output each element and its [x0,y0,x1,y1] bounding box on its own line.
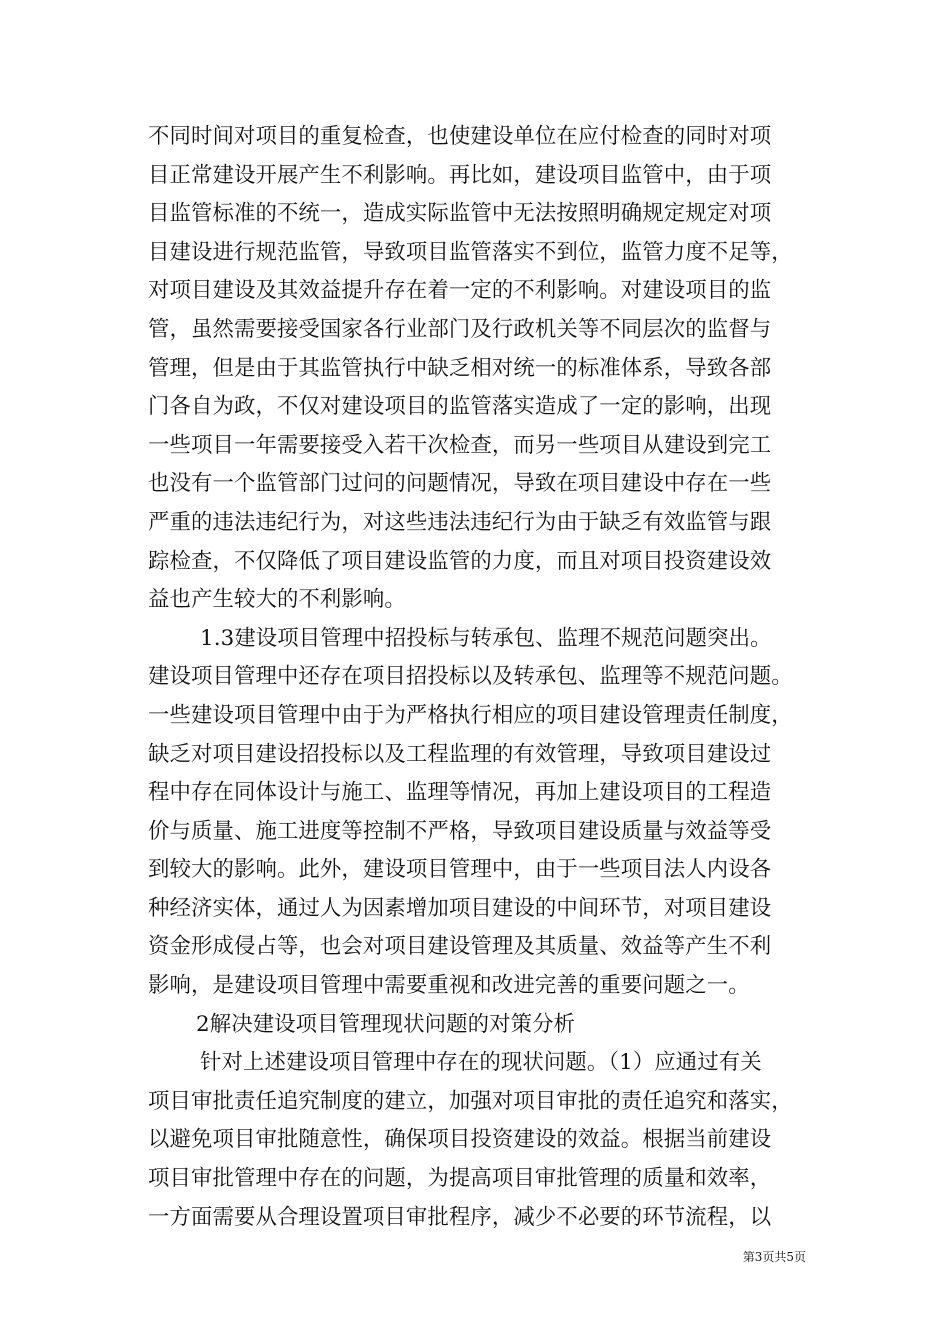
text-line: 门各自为政，不仅对建设项目的监管落实造成了一定的影响，出现 [148,394,772,420]
section-heading-2: 2解决建设项目管理现状问题的对策分析 [196,1011,576,1037]
text-line: 管，虽然需要接受国家各行业部门及行政机关等不同层次的监督与 [148,316,772,342]
text-line: 程中存在同体设计与施工、监理等情况，再加上建设项目的工程造 [148,780,772,806]
text-line: 种经济实体，通过人为因素增加项目建设的中间环节，对项目建设 [148,895,772,921]
text-line: 以避免项目审批随意性，确保项目投资建设的效益。根据当前建设 [148,1127,772,1153]
text-line: 一些项目一年需要接受入若干次检查，而另一些项目从建设到完工 [148,432,772,458]
text-line: 资金形成侵占等，也会对项目建设管理及其质量、效益等产生不利 [148,934,772,960]
text-line: 踪检查，不仅降低了项目建设监管的力度，而且对项目投资建设效 [148,548,772,574]
text-line: 缺乏对项目建设招投标以及工程监理的有效管理，导致项目建设过 [148,741,772,767]
text-line: 目正常建设开展产生不利影响。再比如，建设项目监管中，由于项 [148,162,772,188]
text-line: 对项目建设及其效益提升存在着一定的不利影响。对建设项目的监 [148,278,772,304]
text-line: 到较大的影响。此外，建设项目管理中，由于一些项目法人内设各 [148,857,772,883]
text-line: 建设项目管理中还存在项目招投标以及转承包、监理等不规范问题。 [148,664,793,690]
text-line: 价与质量、施工进度等控制不严格，导致项目建设质量与效益等受 [148,818,772,844]
text-line: 目监管标准的不统一，造成实际监管中无法按照明确规定规定对项 [148,201,772,227]
text-line: 益也产生较大的不利影响。 [148,587,406,613]
text-line: 目建设进行规范监管，导致项目监管落实不到位，监管力度不足等， [148,239,793,265]
text-line: 严重的违法违纪行为，对这些违法违纪行为由于缺乏有效监管与跟 [148,509,772,535]
text-line: 针对上述建设项目管理中存在的现状问题。（1）应通过有关 [200,1050,762,1076]
text-line: 不同时间对项目的重复检查，也使建设单位在应付检查的同时对项 [148,124,772,149]
text-line: 项目审批责任追究制度的建立，加强对项目审批的责任追究和落实， [148,1088,793,1114]
body-text [148,118,808,1237]
text-line: 管理，但是由于其监管执行中缺乏相对统一的标准体系，导致各部 [148,355,772,381]
text-line: 一些建设项目管理中由于为严格执行相应的项目建设管理责任制度， [148,702,793,728]
text-line: 也没有一个监管部门过问的问题情况，导致在项目建设中存在一些 [148,471,772,497]
text-line: 一方面需要从合理设置项目审批程序，减少不必要的环节流程，以 [148,1204,772,1230]
section-heading-1-3: 1.3建设项目管理中招投标与转承包、监理不规范问题突出。 [200,625,772,651]
text-line: 影响，是建设项目管理中需要重视和改进完善的重要问题之一。 [148,973,750,999]
text-line: 项目审批管理中存在的问题，为提高项目审批管理的质量和效率， [148,1166,772,1192]
page-number: 第3页共5页 [742,1250,806,1264]
